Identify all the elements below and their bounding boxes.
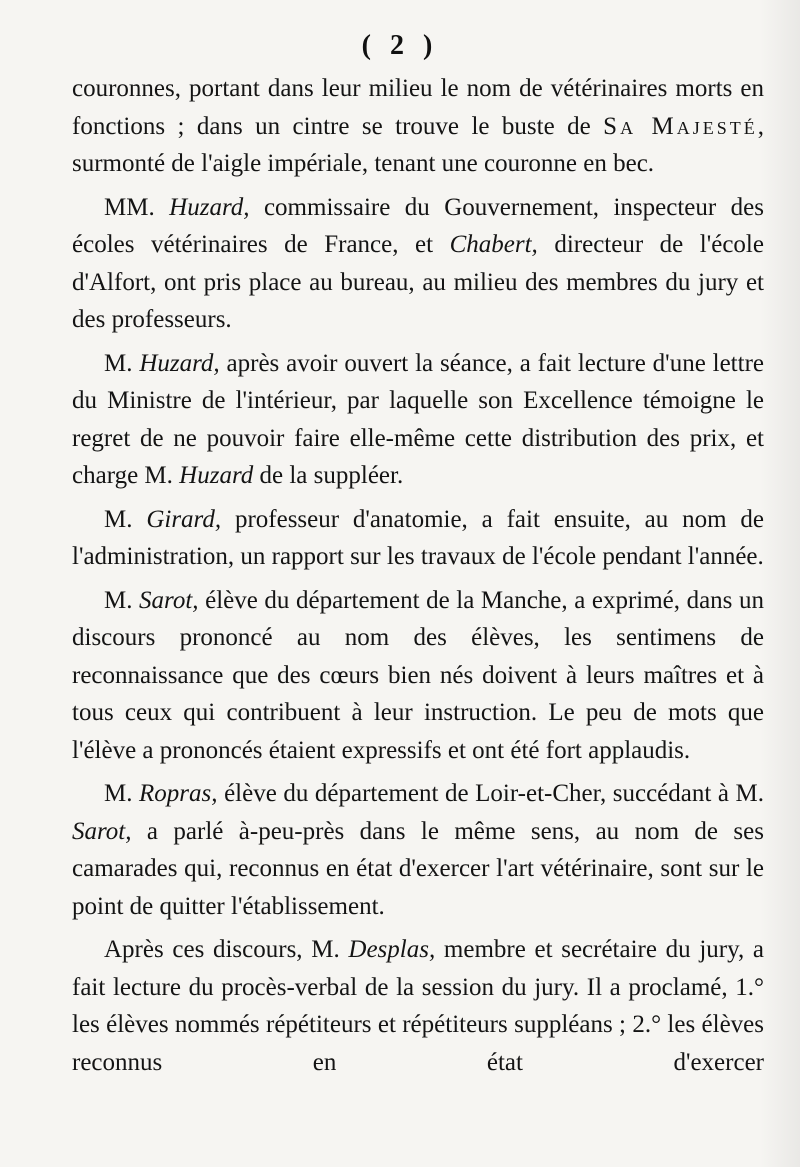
person-name-huzard: Huzard,: [169, 193, 250, 221]
text-segment: M.: [104, 349, 140, 377]
text-segment: a parlé à-peu-près dans le même sens, au nom de ses camarades qui, reconnus en état d'exercer l'art vétérinaire, sont sur le point de quitter l'établissement.: [72, 817, 764, 920]
text-segment: M.: [104, 505, 147, 533]
paragraph-3: [72, 345, 764, 495]
text-segment: directeur de l'école d'Alfort, ont pris place au bureau, au milieu des membres du jury et des professeurs.: [72, 231, 764, 333]
text-segment: après avoir ouvert la séance, a fait lecture d'une lettre du Ministre de l'intérieur, par laquelle son Excellence témoigne le regret de ne pouvoir faire elle-même cette distribution des prix, et charge M.: [72, 349, 764, 489]
text-segment: membre et secrétaire du jury, a fait lecture du procès-verbal de la session du jury. Il a proclamé, 1.° les élèves nommés répétiteurs et répétiteurs suppléans ; 2.° les élèves reconnus en état d'exercer: [72, 936, 764, 1076]
paragraph-2: [72, 189, 764, 339]
text-segment: de la suppléer.: [253, 462, 404, 489]
text-segment: professeur d'anatomie, a fait ensuite, au nom de l'administration, un rapport sur les travaux de l'école pendant l'année.: [72, 505, 764, 570]
person-name-huzard: Huzard,: [139, 349, 220, 377]
text-segment: couronnes, portant dans leur milieu le nom de vétérinaires morts en fonctions ; dans un cintre se trouve le buste de: [72, 75, 764, 140]
paragraph-5: [72, 582, 764, 770]
paragraph-7: [72, 931, 764, 1081]
text-segment: élève du département de la Manche, a exprimé, dans un discours prononcé au nom des élèves, les sentimens de reconnaissance que des cœurs bien nés doivent à leurs maîtres et à tous ceux qui contribuent à leur instruction. Le peu de mots que l'élève a prononcés étaient expressifs et ont été fort applaudis.: [72, 586, 764, 764]
text-segment: commissaire du Gouvernement, inspecteur des écoles vétérinaires de France, et: [72, 193, 764, 258]
text-segment: M.: [104, 586, 140, 614]
page-number: ( 2 ): [361, 30, 439, 61]
text-segment: élève du département de Loir-et-Cher, succédant à M.: [217, 780, 764, 807]
text-segment: M.: [104, 780, 140, 807]
sa-majeste-smallcaps: Sa Majesté: [603, 112, 758, 140]
text-segment: MM.: [104, 193, 170, 221]
text-segment: , surmonté de l'aigle impériale, tenant une couronne en bec.: [72, 112, 764, 177]
person-name-huzard: Huzard: [179, 462, 254, 489]
text-segment: Après ces discours, M.: [104, 936, 349, 963]
body-text: [72, 70, 764, 1087]
person-name-sarot: Sarot,: [72, 817, 132, 845]
paragraph-6: [72, 775, 764, 925]
person-name-girard: Girard,: [146, 505, 222, 533]
person-name-ropras: Ropras,: [139, 780, 218, 807]
person-name-desplas: Desplas,: [348, 936, 436, 963]
person-name-chabert: Chabert,: [449, 231, 538, 258]
paragraph-1: [72, 70, 764, 183]
paragraph-4: [72, 501, 764, 576]
person-name-sarot: Sarot,: [139, 586, 199, 614]
